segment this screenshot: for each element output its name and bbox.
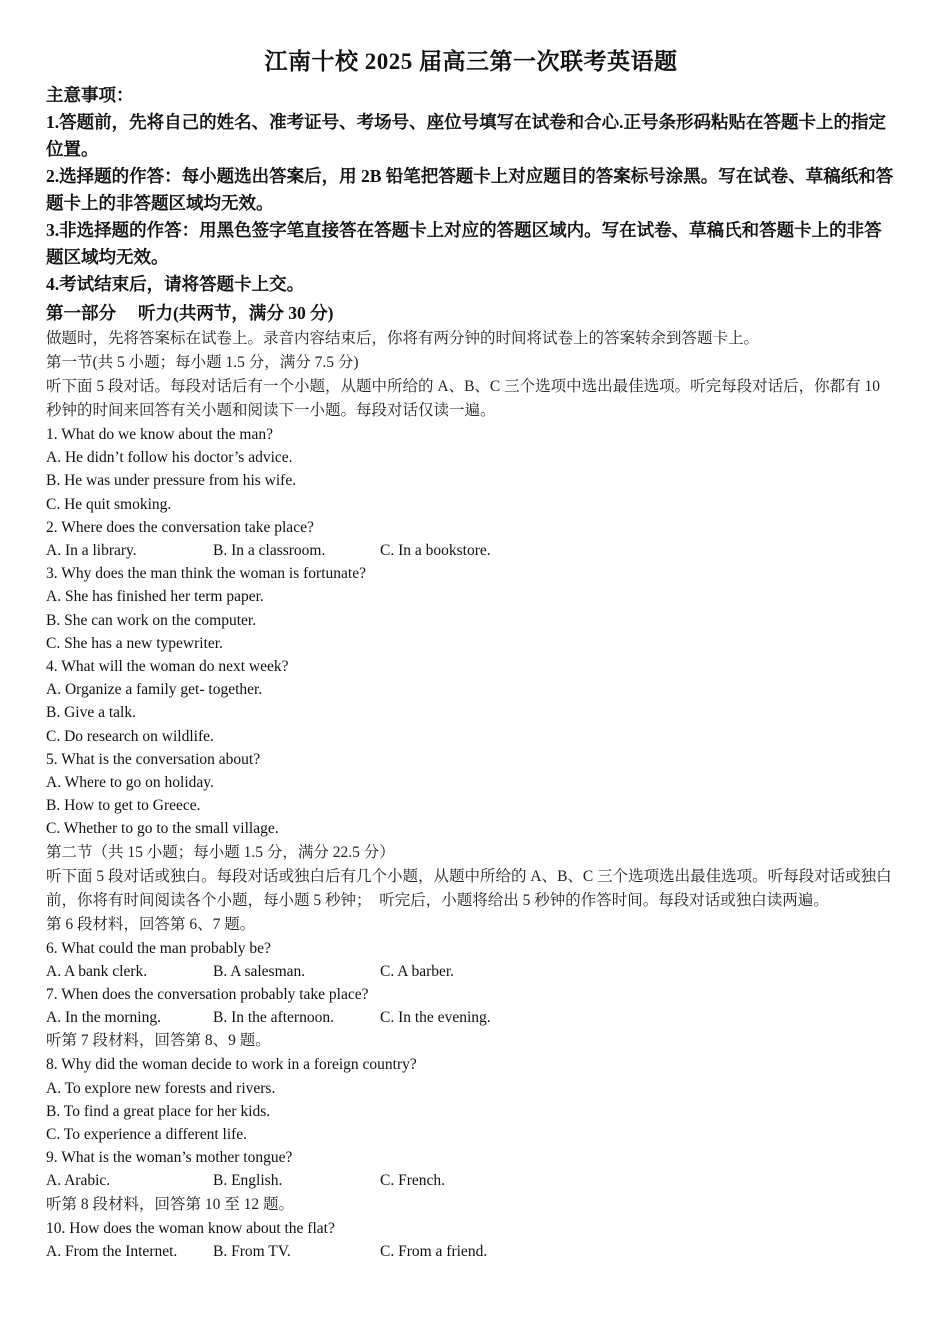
q9-options (46, 1169, 896, 1192)
question-3: 3. Why does the man think the woman is fortunate? (46, 565, 366, 583)
notice-item-1: 1.答题前，先将自己的姓名、准考证号、考场号、座位号填写在试卷和合心.正号条形码粘贴在答题卡上的指定位置。 (46, 112, 886, 159)
exam-title: 江南十校 2025 届高三第一次联考英语题 (264, 49, 678, 74)
q6-options (46, 960, 896, 983)
notice-heading: 主意事项： (46, 85, 134, 105)
q9-option-b: B. English. (213, 1172, 283, 1190)
q4-option-b: B. Give a talk. (46, 704, 136, 722)
q5-option-a: A. Where to go on holiday. (46, 774, 214, 792)
question-4: 4. What will the woman do next week? (46, 658, 289, 676)
q3-option-b: B. She can work on the computer. (46, 611, 257, 629)
q4-option-a: A. Organize a family get- together. (46, 681, 263, 699)
q7-options (46, 1006, 896, 1029)
q6-option-c: C. A barber. (380, 962, 455, 980)
q3-option-a: A. She has finished her term paper. (46, 588, 264, 606)
question-1: 1. What do we know about the man? (46, 426, 273, 443)
notice-item-2: 2.选择题的作答：每小题选出答案后，用 2B 铅笔把答题卡上对应题目的答案标号涂黑。写在试卷、草稿纸和答题卡上的非答题区域均无效。 (46, 166, 894, 213)
question-5: 5. What is the conversation about? (46, 750, 261, 768)
notice-item-3: 3.非选择题的作答：用黑色签字笔直接答在答题卡上对应的答题区域内。写在试卷、草稿氏和答题卡上的非答题区域均无效。 (46, 220, 882, 267)
q2-option-c: C. In a bookstore. (380, 542, 491, 560)
part1-heading (46, 299, 896, 327)
q1-option-b: B. He was under pressure from his wife. (46, 472, 297, 490)
question-8: 8. Why did the woman decide to work in a foreign country? (46, 1056, 417, 1074)
q10-option-b: B. From TV. (213, 1242, 291, 1260)
section1-heading: 第一节(共 5 小题；每小题 1.5 分，满分 7.5 分) (46, 354, 359, 371)
q8-option-a: A. To explore new forests and rivers. (46, 1079, 276, 1097)
q7-option-b: B. In the afternoon. (213, 1009, 334, 1027)
q6-option-a: A. A bank clerk. (46, 962, 148, 980)
question-10: 10. How does the woman know about the flat? (46, 1219, 335, 1237)
q10-option-c: C. From a friend. (380, 1242, 488, 1260)
part1-name: 第一部分 (46, 303, 116, 323)
section2-instruction: 听下面 5 段对话或独白。每段对话或独白后有几个小题，从题中所给的 A、B、C 三个选项选出最佳选项。听每段对话或独白前，你将有时间阅读各个小题，每小题 5 秒钟； 听完后，小题将给出 5 秒钟的作答时间。每段对话或独白读两遍。 (46, 867, 892, 909)
q9-option-a: A. Arabic. (46, 1172, 111, 1190)
section2-heading: 第二节（共 15 小题；每小题 1.5 分，满分 22.5 分） (46, 843, 395, 861)
q7-option-a: A. In the morning. (46, 1009, 161, 1027)
q10-options (46, 1240, 896, 1263)
section1-instruction: 听下面 5 段对话。每段对话后有一个小题，从题中所给的 A、B、C 三个选项中选出最佳选项。听完每段对话后，你都有 10 秒钟的时间来回答有关小题和阅读下一小题。每段对话仅读一遍。 (46, 378, 880, 419)
q2-options (46, 539, 896, 562)
material-7-note: 听第 7 段材料，回答第 8、9 题。 (46, 1032, 271, 1050)
notice-block (46, 82, 896, 298)
q1-option-a: A. He didn’t follow his doctor’s advice. (46, 449, 293, 467)
part1-title: 听力(共两节，满分 30 分) (138, 303, 334, 323)
question-9: 9. What is the woman’s mother tongue? (46, 1149, 293, 1167)
q3-option-c: C. She has a new typewriter. (46, 634, 223, 652)
q2-option-a: A. In a library. (46, 542, 137, 560)
question-2: 2. Where does the conversation take place? (46, 518, 314, 536)
question-6: 6. What could the man probably be? (46, 939, 271, 957)
q6-option-b: B. A salesman. (213, 962, 306, 980)
q10-option-a: A. From the Internet. (46, 1242, 178, 1260)
q1-option-c: C. He quit smoking. (46, 495, 172, 513)
q8-option-c: C. To experience a different life. (46, 1126, 248, 1144)
q7-option-c: C. In the evening. (380, 1009, 491, 1027)
material-8-note: 听第 8 段材料，回答第 10 至 12 题。 (46, 1195, 295, 1213)
material-6-note: 第 6 段材料，回答第 6、7 题。 (46, 915, 256, 933)
q2-option-b: B. In a classroom. (213, 542, 326, 560)
part1-instruction: 做题时，先将答案标在试卷上。录音内容结束后，你将有两分钟的时间将试卷上的答案转余到答题卡上。 (46, 330, 760, 347)
exam-page (46, 44, 896, 1263)
q5-option-c: C. Whether to go to the small village. (46, 820, 279, 838)
q9-option-c: C. French. (380, 1172, 446, 1190)
q5-option-b: B. How to get to Greece. (46, 797, 201, 815)
question-7: 7. When does the conversation probably take place? (46, 986, 369, 1004)
q8-option-b: B. To find a great place for her kids. (46, 1102, 271, 1120)
q4-option-c: C. Do research on wildlife. (46, 727, 214, 745)
notice-item-4: 4.考试结束后，请将答题卡上交。 (46, 274, 305, 294)
